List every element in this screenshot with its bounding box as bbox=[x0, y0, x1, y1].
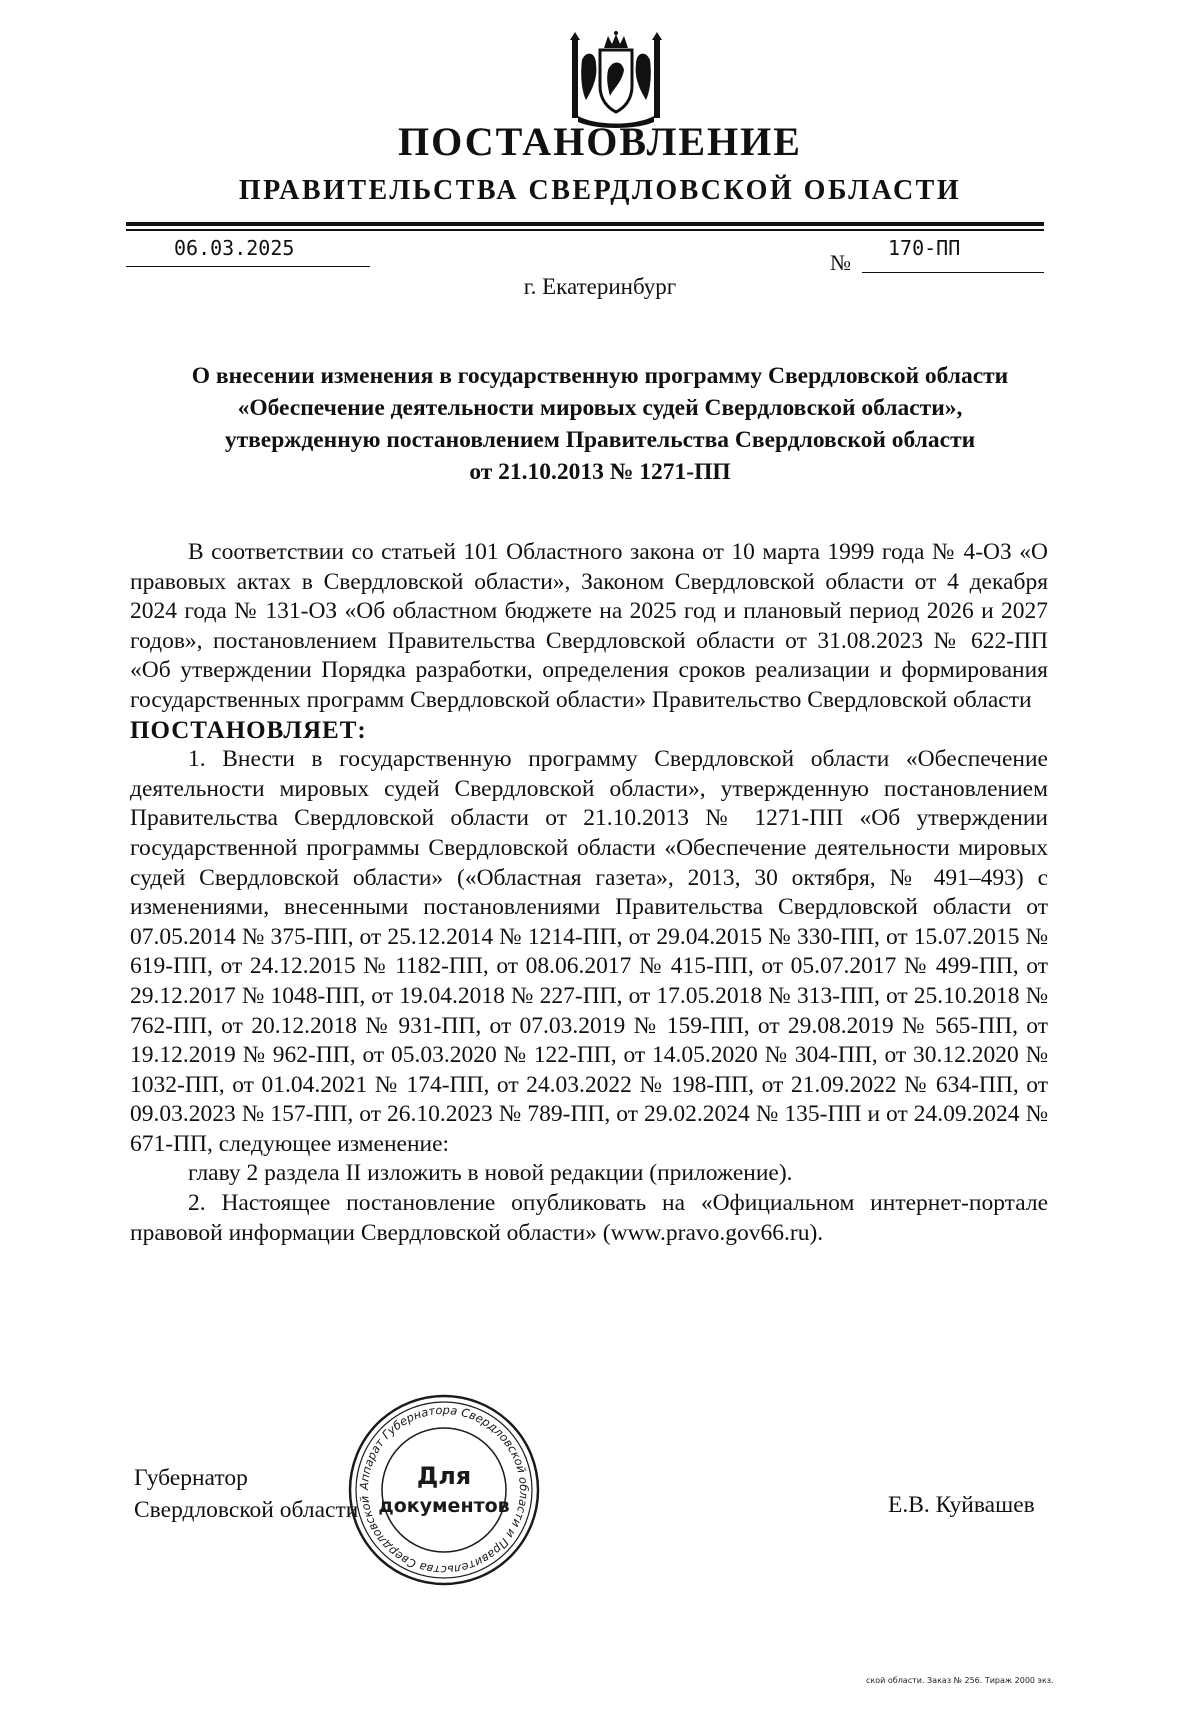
signatory-position-line: Губернатор bbox=[134, 1465, 248, 1491]
number-underline bbox=[862, 272, 1044, 273]
header-divider-thin bbox=[126, 229, 1044, 231]
document-heading bbox=[120, 360, 1080, 488]
document-body bbox=[130, 538, 1048, 1248]
stamp-center-line: документов bbox=[378, 1495, 510, 1517]
document-date: 06.03.2025 bbox=[174, 236, 295, 260]
heading-line: О внесении изменения в государственную программу Свердловской области bbox=[191, 363, 1009, 389]
resolves-word: ПОСТАНОВЛЯЕТ: bbox=[130, 716, 367, 744]
signatory-position-line: Свердловской области bbox=[134, 1497, 359, 1523]
signatory-position bbox=[134, 1462, 358, 1526]
document-subtitle: ПРАВИТЕЛЬСТВА СВЕРДЛОВСКОЙ ОБЛАСТИ bbox=[238, 175, 962, 206]
date-underline bbox=[126, 266, 370, 267]
official-stamp bbox=[346, 1392, 542, 1588]
stamp-ring-text: Аппарат Губернатора Свердловской области и Правительства Свердловской bbox=[356, 1402, 532, 1578]
item-2-paragraph: 2. Настоящее постановление опубликовать на «Официальном интернет-портале правовой информации Свердловской области» (www.pravo.gov66.ru). bbox=[130, 1190, 1048, 1246]
signatory-name: Е.В. Куйвашев bbox=[888, 1492, 1035, 1518]
header-divider-thick bbox=[126, 222, 1044, 226]
stamp-center-line: Для bbox=[416, 1462, 472, 1490]
print-run-note: ской области. Заказ № 256. Тираж 2000 экз. bbox=[866, 1676, 1054, 1685]
item-1-paragraph: 1. Внести в государственную программу Свердловской области «Обеспечение деятельности мировых судей Свердловской области», утвержденную постановлением Правительства Свердловской области от 21.10.2013 № 1271-ПП «Об утверждении государственной программы Свердловской области «Обеспечение деятельности мировых судей Свердловской области» («Областная газета», 2013, 30 октября, № 491–493) с изменениями, внесенными постановлениями Правительства Свердловской области от 07.05.2014 № 375-ПП, от 25.12.2014 № 1214-ПП, от 29.04.2015 № 330-ПП, от 15.07.2015 № 619-ПП, от 24.12.2015 № 1182-ПП, от 08.06.2017 № 415-ПП, от 05.07.2017 № 499-ПП, от 29.12.2017 № 1048-ПП, от 19.04.2018 № 227-ПП, от 17.05.2018 № 313-ПП, от 25.10.2018 № 762-ПП, от 20.12.2018 № 931-ПП, от 07.03.2019 № 159-ПП, от 29.08.2019 № 565-ПП, от 19.12.2019 № 962-ПП, от 05.03.2020 № 122-ПП, от 14.05.2020 № 304-ПП, от 30.12.2020 № 1032-ПП, от 01.04.2021 № 174-ПП, от 24.03.2022 № 198-ПП, от 21.09.2022 № 634-ПП, от 09.03.2023 № 157-ПП, от 26.10.2023 № 789-ПП, от 29.02.2024 № 135-ПП и от 24.09.2024 № 671-ПП, следующее изменение: bbox=[130, 746, 1048, 1157]
document-title: ПОСТАНОВЛЕНИЕ bbox=[398, 119, 802, 164]
heading-line: утвержденную постановлением Правительства Свердловской области bbox=[224, 427, 976, 453]
heading-line: от 21.10.2013 № 1271-ПП bbox=[469, 459, 731, 485]
number-sign: № bbox=[830, 250, 851, 275]
document-number: 170-ПП bbox=[888, 236, 961, 260]
heading-line: «Обеспечение деятельности мировых судей Свердловской области», bbox=[237, 395, 963, 421]
item-1-sub-paragraph: главу 2 раздела II изложить в новой редакции (приложение). bbox=[188, 1160, 793, 1187]
document-city: г. Екатеринбург bbox=[523, 274, 677, 299]
preamble-paragraph: В соответствии со статьей 101 Областного закона от 10 марта 1999 года № 4-ОЗ «О правовых актах в Свердловской области», Законом Свердловской области от 4 декабря 2024 года № 131-ОЗ «Об областном бюджете на 2025 год и плановый период 2026 и 2027 годов», постановлением Правительства Свердловской области от 31.08.2023 № 622-ПП «Об утверждении Порядка разработки, определения сроков реализации и формирования государственных программ Свердловской области» Правительство Свердловской области bbox=[130, 539, 1048, 713]
coat-of-arms-icon bbox=[556, 30, 676, 130]
